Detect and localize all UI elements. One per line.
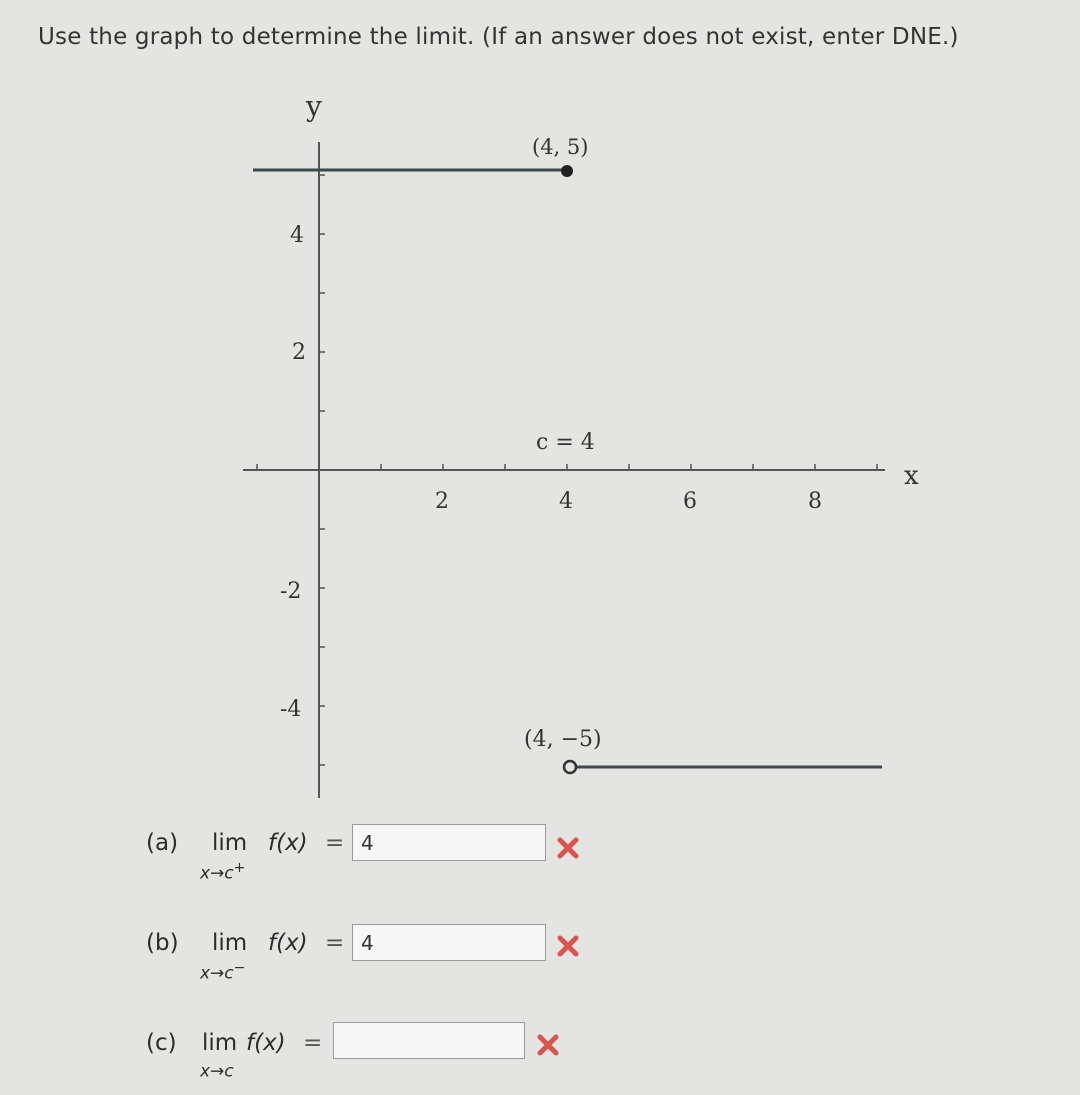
part-c-lim: lim — [202, 1030, 238, 1056]
part-a-function: f(x) — [268, 830, 308, 856]
part-a-subscript: x→c+ — [200, 860, 246, 884]
x-tick-label-4: 4 — [559, 489, 573, 514]
part-a-equals: = — [325, 830, 345, 856]
c-label: c = 4 — [536, 430, 595, 455]
part-c-label: (c) — [146, 1030, 177, 1056]
part-c-incorrect-icon — [536, 1033, 560, 1057]
part-b-lim: lim — [212, 930, 248, 956]
y-tick-label-neg2: -2 — [280, 579, 302, 604]
part-a-incorrect-icon — [556, 836, 580, 860]
upper-filled-point — [561, 165, 573, 177]
x-tick-label-8: 8 — [808, 489, 822, 514]
part-a-label: (a) — [146, 830, 179, 856]
part-b-label: (b) — [146, 930, 179, 956]
part-b-subscript: x→c− — [200, 960, 246, 984]
y-tick-label-4: 4 — [290, 223, 304, 248]
x-axis-label: x — [904, 461, 919, 491]
x-tick-label-2: 2 — [435, 489, 449, 514]
y-axis-label: y — [306, 90, 322, 123]
instruction-text: Use the graph to determine the limit. (If an answer does not exist, enter DNE.) — [38, 24, 959, 50]
part-c-answer-input[interactable] — [333, 1022, 525, 1059]
x-tick-label-6: 6 — [683, 489, 697, 514]
part-a-answer-input[interactable]: 4 — [352, 824, 546, 861]
part-c-subscript: x→c — [200, 1061, 234, 1082]
part-a-lim: lim — [212, 830, 248, 856]
part-b-incorrect-icon — [556, 934, 580, 958]
y-tick-label-2: 2 — [292, 340, 306, 365]
lower-point-label: (4, −5) — [524, 727, 602, 752]
part-b-function: f(x) — [268, 930, 308, 956]
lower-open-point — [564, 761, 576, 773]
y-tick-label-neg4: -4 — [280, 697, 302, 722]
part-c-function: f(x) — [246, 1030, 286, 1056]
part-b-equals: = — [325, 930, 345, 956]
part-c-equals: = — [303, 1030, 323, 1056]
upper-point-label: (4, 5) — [532, 135, 589, 159]
part-b-answer-input[interactable]: 4 — [352, 924, 546, 961]
